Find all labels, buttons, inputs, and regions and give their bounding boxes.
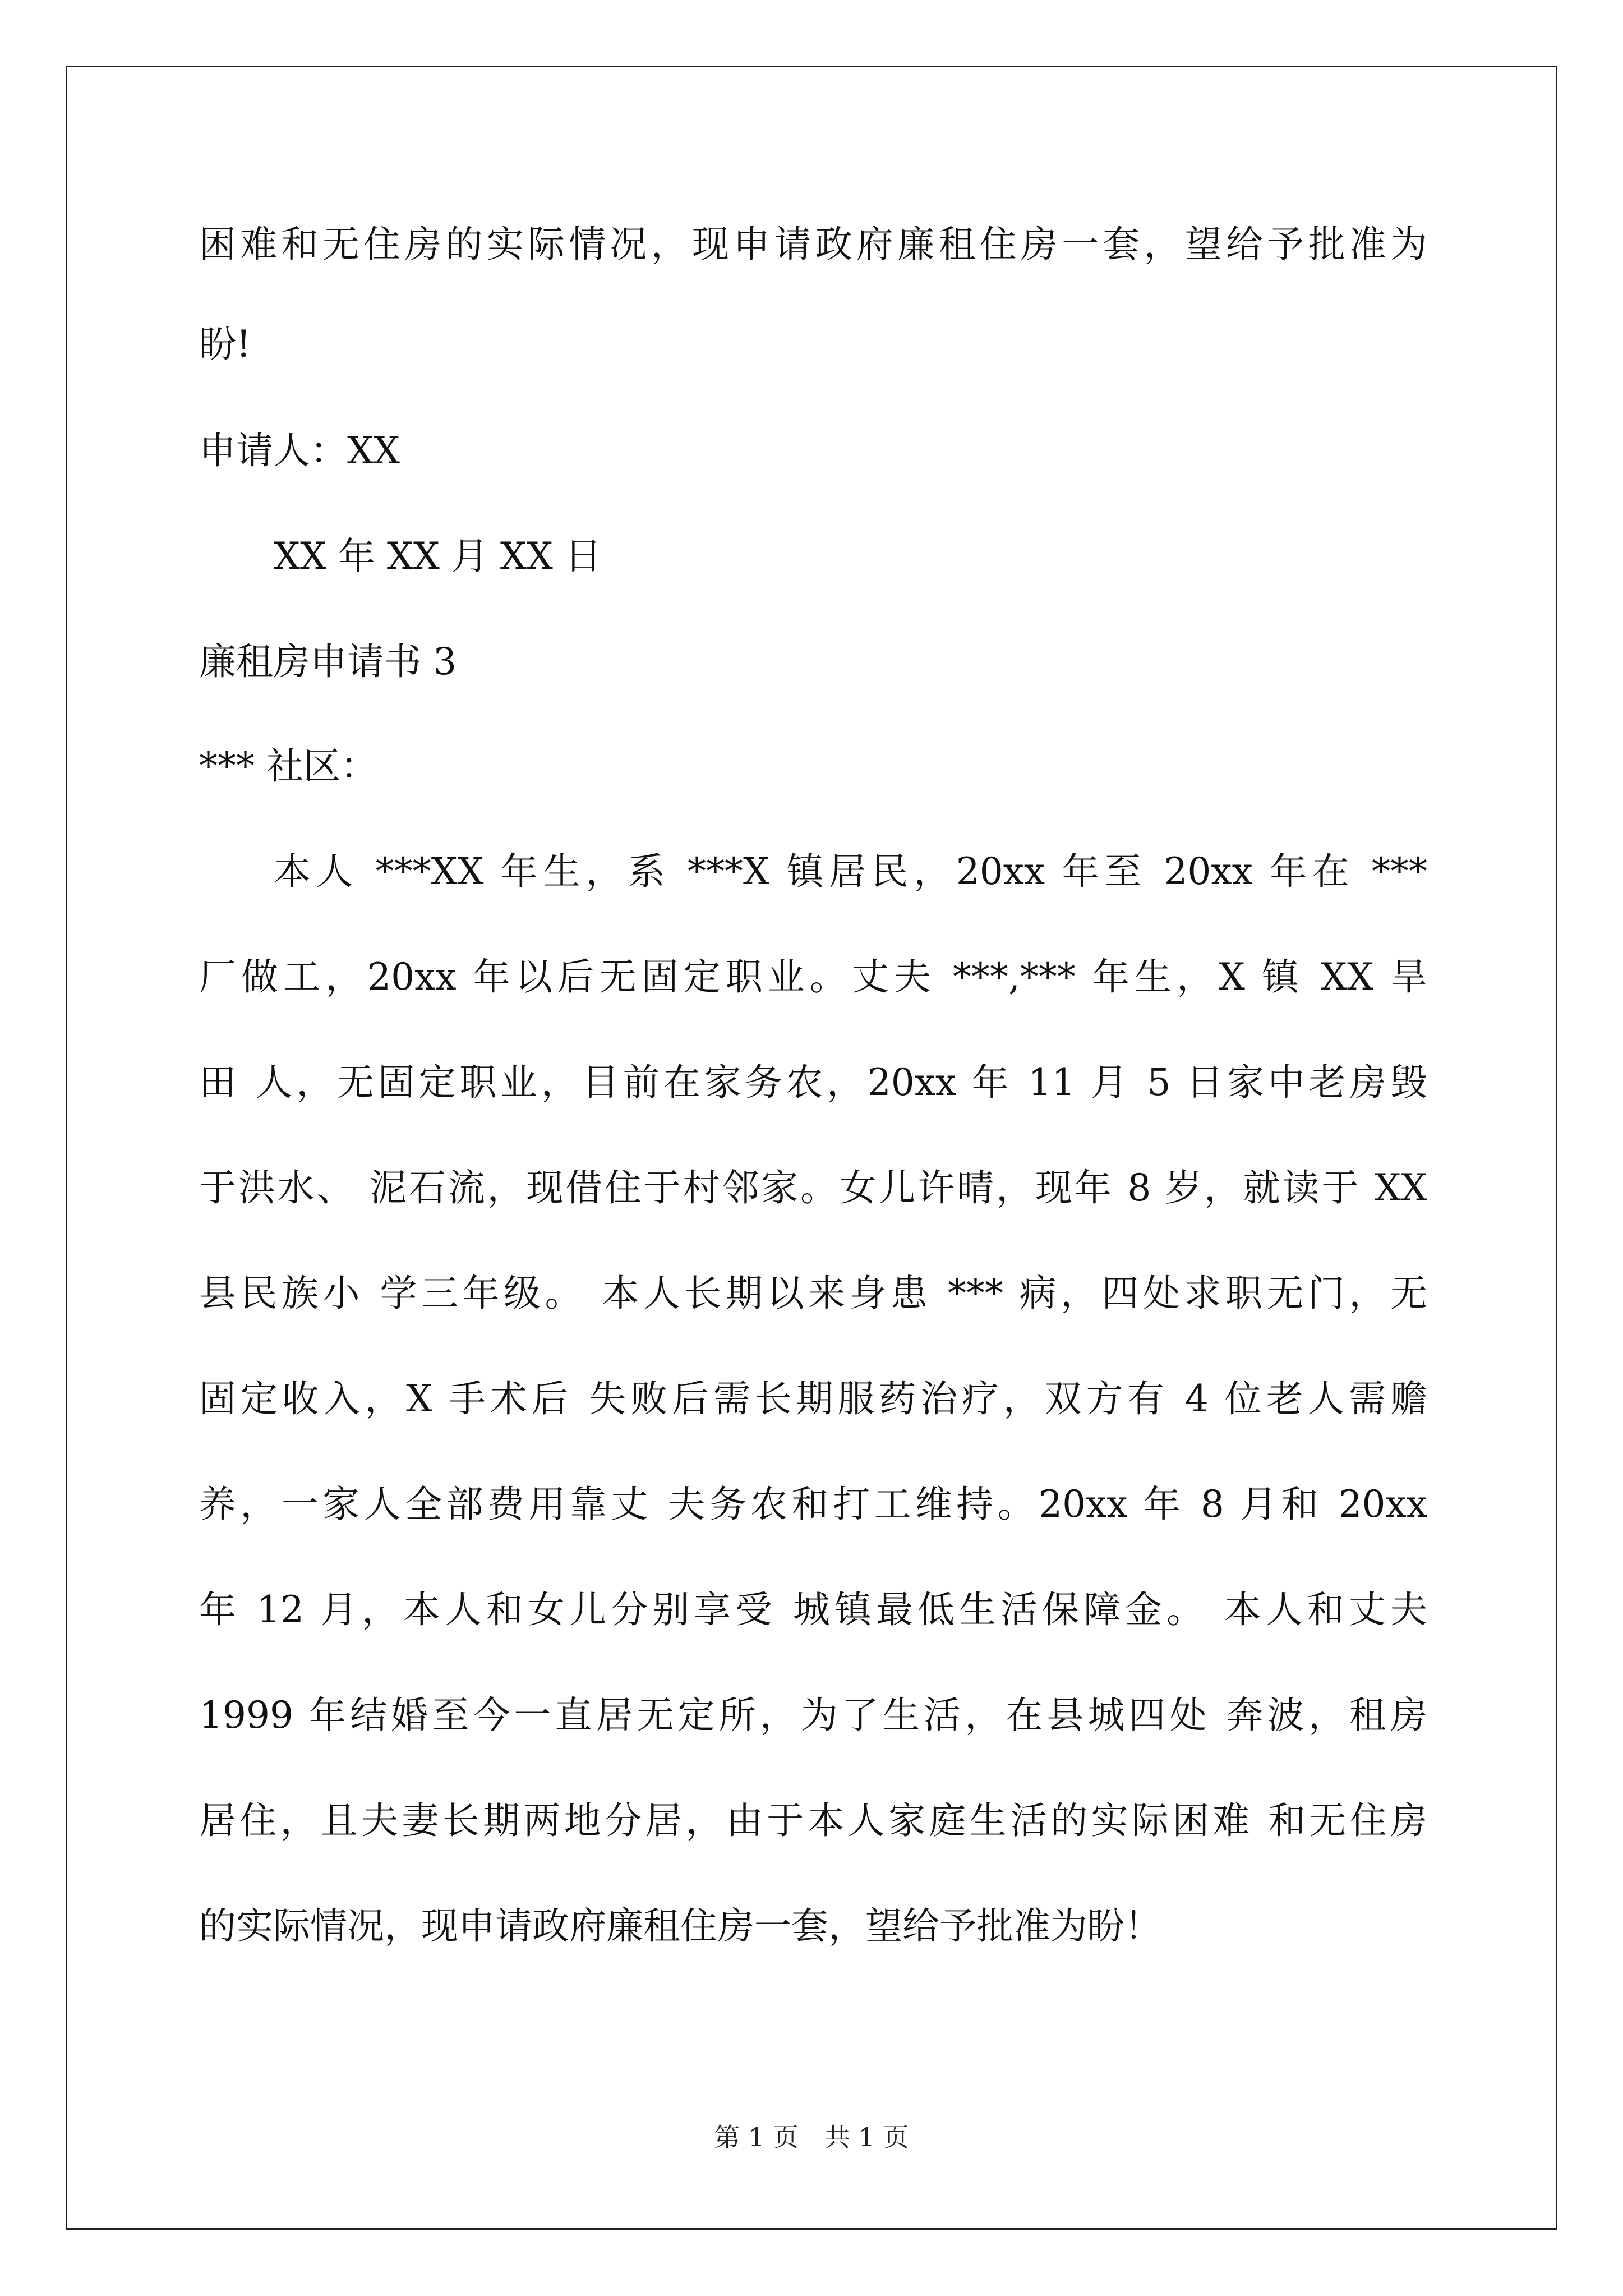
salutation: *** 社区： xyxy=(199,744,377,788)
body-line: 1999 年结婚至今一直居无定所，为了生活，在县城四处 奔波，租房 xyxy=(199,1694,1427,1737)
body-line: 养，一家人全部费用靠丈 夫务农和打工维持。20xx 年 8 月和 20xx xyxy=(199,1483,1427,1526)
applicant-line: 申请人：XX xyxy=(199,429,400,472)
body-line: 县民族小 学三年级。 本人长期以来身患 *** 病，四处求职无门，无 xyxy=(199,1272,1427,1315)
body-line: 固定收入，X 手术后 失败后需长期服药治疗，双方有 4 位老人需赡 xyxy=(199,1377,1427,1420)
body-line: 田 人，无固定职业，目前在家务农，20xx 年 11 月 5 日家中老房毁 xyxy=(199,1061,1427,1104)
body-line: 居住，且夫妻长期两地分居，由于本人家庭生活的实际困难 和无住房 xyxy=(199,1799,1427,1842)
body-line: 厂做工，20xx 年以后无固定职业。丈夫 ***,*** 年生，X 镇 XX 旱 xyxy=(199,955,1427,999)
body-line: 本人 ***XX 年生，系 ***X 镇居民，20xx 年至 20xx 年在 *** xyxy=(274,850,1427,893)
section-title: 廉租房申请书 3 xyxy=(199,640,457,683)
body-line: 于洪水、 泥石流，现借住于村邻家。女儿许晴，现年 8 岁，就读于 XX xyxy=(199,1166,1427,1209)
body-line: 年 12 月，本人和女儿分别享受 城镇最低生活保障金。 本人和丈夫 xyxy=(199,1588,1427,1631)
paragraph-line: 盼! xyxy=(199,323,251,366)
body-line: 的实际情况，现申请政府廉租住房一套，望给予批准为盼！ xyxy=(199,1904,1161,1948)
paragraph-line: 困难和无住房的实际情况，现申请政府廉租住房一套，望给予批准为 xyxy=(199,223,1427,266)
date-line: XX 年 XX 月 XX 日 xyxy=(274,535,602,578)
page-number: 第 1 页 共 1 页 xyxy=(714,2122,909,2152)
